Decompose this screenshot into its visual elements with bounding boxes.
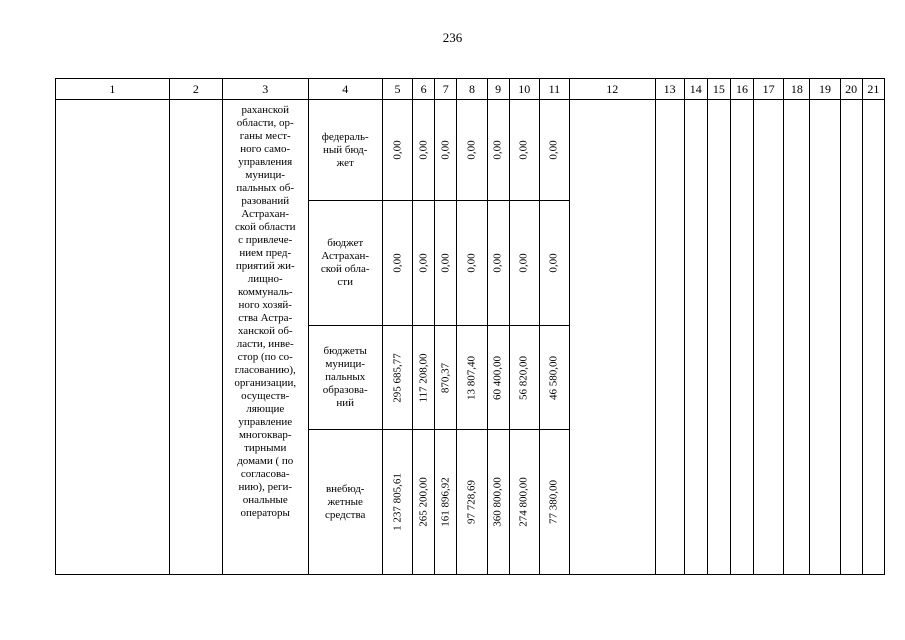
header-cell: 21 [862,79,884,100]
header-cell: 20 [840,79,862,100]
col12-cell [570,100,656,575]
value-cell [413,326,435,430]
value-cell [457,430,487,575]
header-cell: 15 [707,79,730,100]
header-cell: 14 [684,79,707,100]
value-text: 0,00 [547,253,560,273]
source-line: жет [336,156,354,169]
desc-line: нием пред- [239,247,292,259]
header-cell: 17 [754,79,784,100]
funding-source-cell [308,326,382,430]
value-cell [487,201,509,326]
table-row-federal-budget [56,100,885,201]
value-cell [539,100,569,201]
desc-line: гласованию), [234,364,296,376]
value-text: 0,00 [465,140,478,160]
value-cell [457,201,487,326]
value-text: 0,00 [491,253,504,273]
desc-line: ской области [234,221,296,233]
value-text: 0,00 [547,140,560,160]
header-cell: 8 [457,79,487,100]
source-line: бюджеты [323,345,367,357]
value-text: 0,00 [517,253,530,273]
value-cell [435,430,457,575]
desc-line: ного хозяй- [238,299,292,311]
source-line: сти [337,276,353,288]
desc-line: осуществ- [241,390,290,402]
value-text: 0,00 [391,253,404,273]
desc-line: разований [241,195,290,207]
value-text: 77 380,00 [547,480,560,524]
header-cell: 7 [435,79,457,100]
desc-line: ного само- [240,143,291,155]
value-cell [413,201,435,326]
value-text: 46 580,00 [547,355,560,400]
col21-cell [862,100,884,575]
header-cell: 18 [784,79,810,100]
header-cell: 12 [570,79,656,100]
desc-line: управление [238,416,293,428]
source-line: средства [325,508,366,521]
col1-cell [56,100,170,575]
value-text: 360 800,00 [491,477,504,527]
value-cell [413,100,435,201]
desc-line: многоквар- [238,429,292,441]
value-cell [487,100,509,201]
value-cell [539,430,569,575]
source-line: ской обла- [320,263,370,275]
value-text: 1 237 805,61 [391,473,404,531]
col13-cell [655,100,684,575]
value-cell [509,326,539,430]
col20-cell [840,100,862,575]
source-line: образова- [322,384,368,396]
header-cell: 16 [730,79,753,100]
value-text: 0,00 [391,140,404,160]
value-text: 265 200,00 [417,477,430,527]
value-text: 0,00 [439,253,452,273]
value-text: 56 820,00 [517,355,530,400]
value-cell [382,100,412,201]
header-row [56,79,885,100]
value-text: 870,37 [439,362,452,393]
desc-line: согласова- [240,468,290,480]
value-cell [435,326,457,430]
desc-line: области, ор- [236,117,294,129]
desc-line: стор (по со- [237,351,293,363]
value-cell [435,201,457,326]
desc-line: ональные [242,494,288,506]
col19-cell [810,100,840,575]
desc-line: с привлече- [238,234,293,246]
value-cell [509,430,539,575]
value-text: 274 800,00 [517,477,530,527]
desc-line: ляющие [246,403,285,415]
desc-line: муници- [245,169,286,181]
desc-line: тирными [244,442,287,454]
header-cell: 9 [487,79,509,100]
value-text: 0,00 [465,253,478,273]
desc-line: коммуналь- [237,286,293,298]
value-cell [487,326,509,430]
header-cell: 19 [810,79,840,100]
desc-line: ханской об- [237,325,293,337]
desc-line: ласти, инве- [236,338,294,350]
value-cell [509,201,539,326]
source-line: внебюд- [325,482,365,495]
desc-line: домами ( по [237,455,294,467]
desc-line: лищно- [247,273,283,285]
header-cell: 4 [308,79,382,100]
source-line: пальных [325,371,366,383]
value-cell [382,201,412,326]
value-text: 60 400,00 [491,355,504,400]
source-line: бюджет [327,237,364,249]
desc-line: приятий жи- [235,260,295,272]
page-number: 236 [442,30,463,45]
value-text: 117 208,00 [417,352,430,403]
desc-line: нию), реги- [238,481,293,493]
value-cell [487,430,509,575]
header-cell: 6 [413,79,435,100]
col14-cell [684,100,707,575]
source-line: Астрахан- [321,250,370,262]
desc-line: организации, [234,377,297,389]
header-cell: 5 [382,79,412,100]
source-line: жетные [327,495,363,508]
value-text: 0,00 [491,140,504,160]
header-cell: 2 [169,79,222,100]
desc-line: Астрахан- [241,208,290,220]
desc-line: пальных об- [236,182,295,194]
col16-cell [730,100,753,575]
value-cell [457,326,487,430]
value-text: 0,00 [417,253,430,273]
value-text: 13 807,40 [465,355,478,400]
source-line: муници- [325,358,366,370]
value-text: 97 728,69 [465,480,478,524]
header-cell: 3 [222,79,308,100]
value-text: 0,00 [517,140,530,160]
value-cell [435,100,457,201]
funding-source-cell [308,201,382,326]
funding-source-cell [308,430,382,575]
desc-line: ства Астра- [238,312,293,324]
source-line: ный бюд- [323,143,368,156]
value-cell [539,201,569,326]
value-text: 161 896,92 [439,477,452,527]
desc-line: операторы [240,507,290,519]
value-cell [382,430,412,575]
desc-line: раханской [241,104,290,116]
value-text: 0,00 [417,140,430,160]
header-cell: 11 [539,79,569,100]
header-cell: 10 [509,79,539,100]
col2-cell [169,100,222,575]
value-text: 295 685,77 [391,352,404,403]
value-text: 0,00 [439,140,452,160]
value-cell [457,100,487,201]
header-cell: 1 [56,79,170,100]
source-line: федераль- [321,130,369,143]
value-cell [382,326,412,430]
col18-cell [784,100,810,575]
source-line: ний [336,397,355,409]
header-cell: 13 [655,79,684,100]
desc-line: ганы мест- [239,130,291,142]
funding-source-cell [308,100,382,201]
col15-cell [707,100,730,575]
col17-cell [754,100,784,575]
value-cell [509,100,539,201]
budget-table [55,78,885,575]
value-cell [413,430,435,575]
desc-line: управления [238,156,293,168]
executors-description [222,100,308,575]
value-cell [539,326,569,430]
